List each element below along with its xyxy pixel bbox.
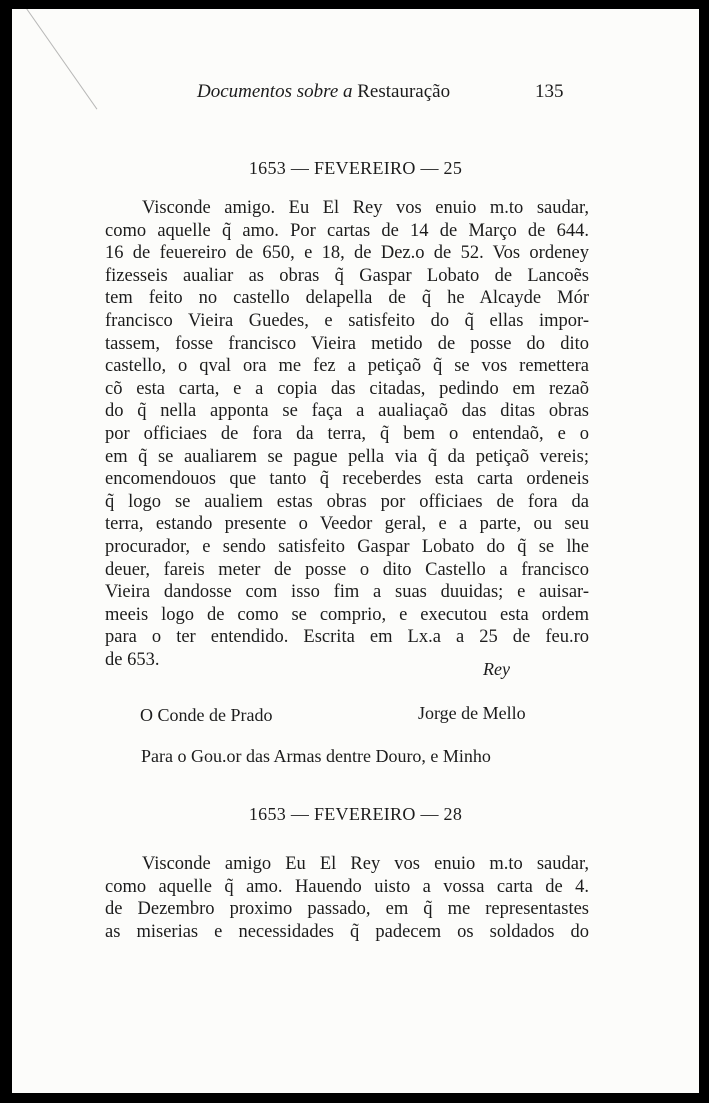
letter-1-line: por officiaes de fora da terra, q̃ bem o entendaõ, e o bbox=[105, 423, 589, 444]
letter-1-line: castello, o qval ora me fez a petiçaõ q̃ se vos remettera bbox=[105, 356, 589, 377]
letter-1-line: do q̃ nella apponta se faça a aualiaçaõ das ditas obras bbox=[105, 401, 589, 422]
letter-1-line: 16 de feuereiro de 650, e 18, de Dez.o de 52. Vos ordeney bbox=[105, 243, 589, 264]
page-number: 135 bbox=[535, 81, 564, 102]
letter-1-line: terra, estando presente o Veedor geral, e a parte, ou seu bbox=[105, 514, 589, 535]
letter-1-line: q̃ logo se aualiem estas obras por officiaes de fora da bbox=[105, 491, 589, 512]
letter-1-line: procurador, e sendo satisfeito Gaspar Lobato do q̃ se lhe bbox=[105, 536, 589, 557]
addressee: Para o Gou.or das Armas dentre Douro, e Minho bbox=[141, 746, 491, 766]
letter-1-line: francisco Vieira Guedes, e satisfeito do q̃ ellas impor- bbox=[105, 310, 589, 331]
letter-1-line: como aquelle q̃ amo. Por cartas de 14 de Março de 644. bbox=[105, 220, 589, 241]
letter-2-body bbox=[105, 853, 589, 943]
letter-2-line: as miserias e necessidades q̃ padecem os soldados do bbox=[105, 921, 589, 942]
running-title-italic: Documentos sobre a bbox=[197, 81, 353, 102]
signer-left: O Conde de Prado bbox=[140, 705, 273, 725]
page-header bbox=[12, 81, 699, 111]
letter-1-line: Visconde amigo. Eu El Rey vos enuio m.to saudar, bbox=[142, 198, 589, 218]
letter-1-line: meeis logo de como se comprio, e executou esta ordem bbox=[105, 604, 589, 625]
signer-right: Jorge de Mello bbox=[418, 703, 526, 723]
letter-2-date: 1653 — FEVEREIRO — 28 bbox=[248, 804, 463, 824]
letter-1-line: cõ esta carta, e a copia das citadas, pedindo em rezaõ bbox=[105, 378, 589, 399]
letter-1-line: Vieira dandosse com isso fim a suas duuidas; e auisar- bbox=[105, 582, 589, 603]
signature-rey: Rey bbox=[483, 659, 510, 679]
document-page bbox=[12, 9, 699, 1093]
letter-1-line: fizesseis aualiar as obras q̃ Gaspar Lobato de Lancoẽs bbox=[105, 265, 589, 286]
running-title-roman: Restauração bbox=[357, 81, 451, 102]
running-title bbox=[197, 81, 450, 103]
letter-1-line: para o ter entendido. Escrita em Lx.a a 25 de feu.ro bbox=[105, 627, 589, 648]
letter-1-line: de 653. bbox=[105, 649, 160, 670]
letter-2-line: de Dezembro proximo passado, em q̃ me representastes bbox=[105, 899, 589, 920]
letter-1-body bbox=[105, 197, 589, 671]
letter-1-line: tassem, fosse francisco Vieira metido de posse do dito bbox=[105, 333, 589, 354]
letter-1-line: encomendouos que tanto q̃ receberdes esta carta ordeneis bbox=[105, 469, 589, 490]
letter-1-line: tem feito no castello delapella de q̃ he Alcayde Mór bbox=[105, 288, 589, 309]
letter-1-date: 1653 — FEVEREIRO — 25 bbox=[248, 158, 463, 178]
letter-2-line: como aquelle q̃ amo. Hauendo uisto a vossa carta de 4. bbox=[105, 876, 589, 897]
letter-2-line: Visconde amigo Eu El Rey vos enuio m.to saudar, bbox=[142, 854, 589, 874]
letter-1-line: em q̃ se aualiarem se pague pella via q̃ da petiçaõ vereis; bbox=[105, 446, 589, 467]
letter-1-line: deuer, fareis meter de posse o dito Castello a francisco bbox=[105, 559, 589, 580]
